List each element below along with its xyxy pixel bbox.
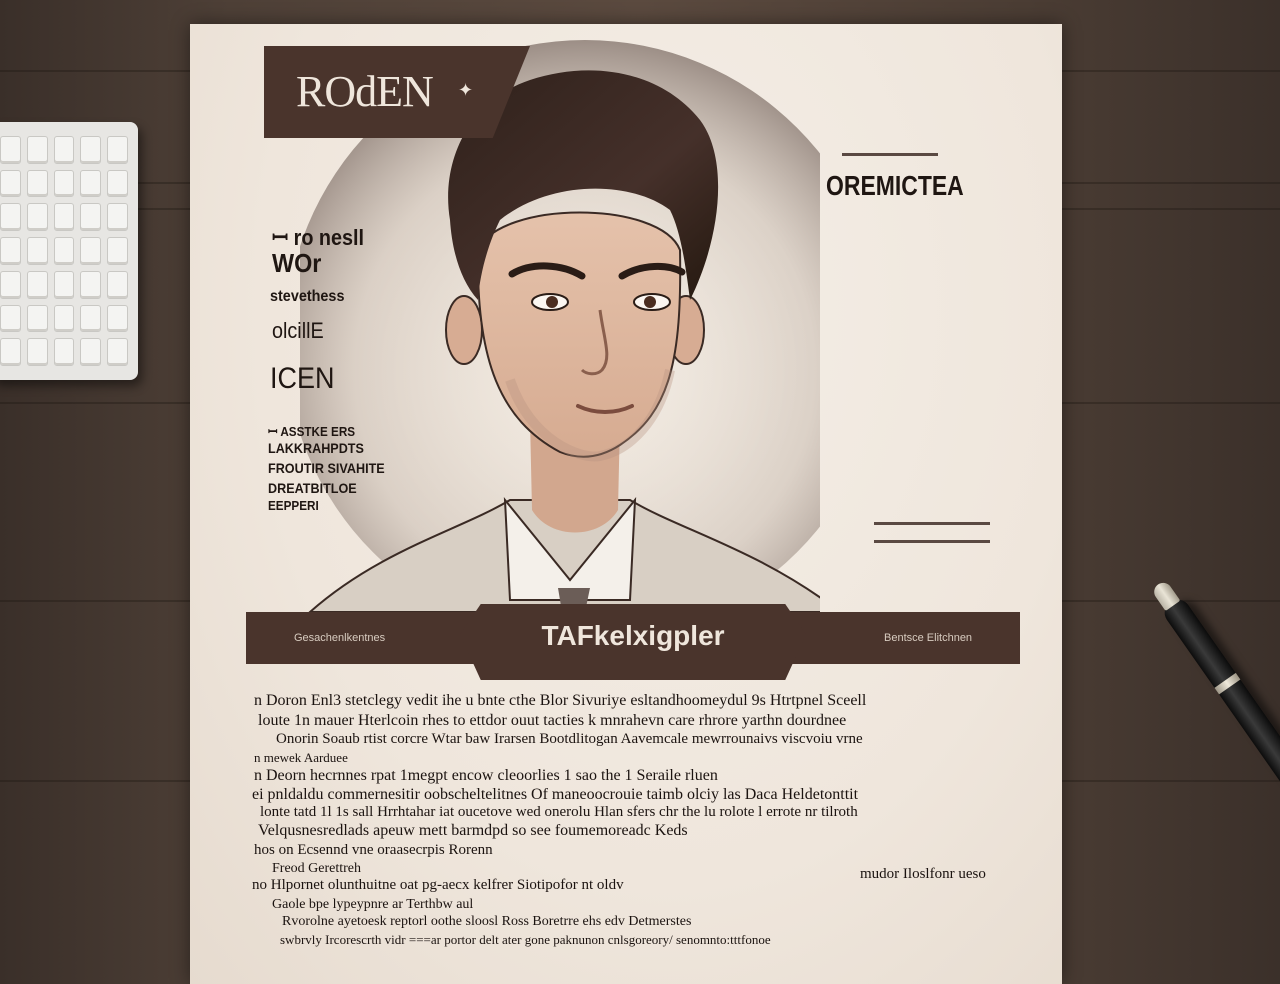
keyboard	[0, 122, 138, 380]
left-label: WOr	[272, 248, 322, 278]
candidate-name: ROdEN	[296, 67, 433, 116]
body-line: Velqusnesredlads apeuw mett barmdpd so see foumemoreadc Keds	[258, 822, 688, 839]
ribbon-title: TAFkelxigpler	[541, 620, 725, 651]
body-line: n mewek Aarduee	[254, 750, 348, 765]
left-label: stevethess	[270, 288, 345, 305]
body-line: n Deorn hecrnnes rpat 1megpt encow cleoorlies 1 sao the 1 Seraile rluen	[254, 767, 718, 784]
title-rule	[842, 153, 938, 156]
body-line: loute 1n mauer Hterlcoin rhes to ettdor ouut tacties k mnrahevn care rhrore yarthn dourdnee	[258, 712, 847, 729]
detail-line: ꟷ ASSTKE ERS	[268, 424, 356, 439]
ribbon-left-caption: Gesachenlkentnes	[294, 632, 386, 644]
fountain-pen	[1160, 595, 1280, 880]
left-label: olcillE	[272, 318, 324, 343]
body-line: hos on Ecsennd vne oraasecrpis Rorenn	[254, 842, 493, 858]
body-line: lonte tatd 1l 1s sall Hrrhtahar iat oucetove wed onerolu Hlan sfers chr the lu rolote l errote nr tilroth	[260, 804, 858, 820]
right-title: OREMICTEA	[826, 170, 964, 201]
body-line: Gaole bpe lypeypnre ar Terthbw aul	[272, 897, 474, 912]
body-line: Freod Gerettreh	[272, 861, 362, 876]
ribbon-right-caption: Bentsce Elitchnen	[884, 632, 973, 644]
sparkle-icon: ✦	[458, 80, 474, 100]
body-line: n Doron Enl3 stetclegy vedit ihe u bnte cthe Blor Sivuriye esltandhoomeydul 9s Htrtpnel Sceell	[254, 692, 867, 709]
body-line: no Hlpornet olunthuitne oat pg-aecx kelfrer Siotipofor nt oldv	[252, 877, 624, 893]
body-line: swbrvly Ircorescrth vidr ===ar portor delt ater gone paknunon cnlsgoreory/ senomnto:tttfonoe	[280, 932, 771, 947]
body-line: Onorin Soaub rtist corcre Wtar baw Irarsen Bootdlitogan Aavemcale mewrrounaivs viscvoiu vrne	[276, 731, 863, 747]
left-label: ꟷ ro nesll	[272, 225, 365, 250]
detail-line: LAKKRAHPDTS	[268, 440, 364, 456]
decor-rule	[874, 522, 990, 525]
detail-line: EEPPERI	[268, 498, 319, 513]
left-label: ICEN	[270, 362, 335, 395]
body-aside: mudor Iloslfonr ueso	[860, 866, 986, 882]
decor-rule	[874, 540, 990, 543]
detail-line: DREATBITLOE	[268, 480, 357, 496]
body-line: ei pnldaldu commernesitir oobscheltelitnes Of maneoocrouie taimb olciy las Daca Heldetonttit	[252, 786, 859, 803]
detail-line: FROUTIR SIVAHITE	[268, 460, 385, 476]
body-line: Rvorolne ayetoesk reptorl oothe sloosl Ross Boretrre ehs edv Detmerstes	[282, 914, 692, 929]
